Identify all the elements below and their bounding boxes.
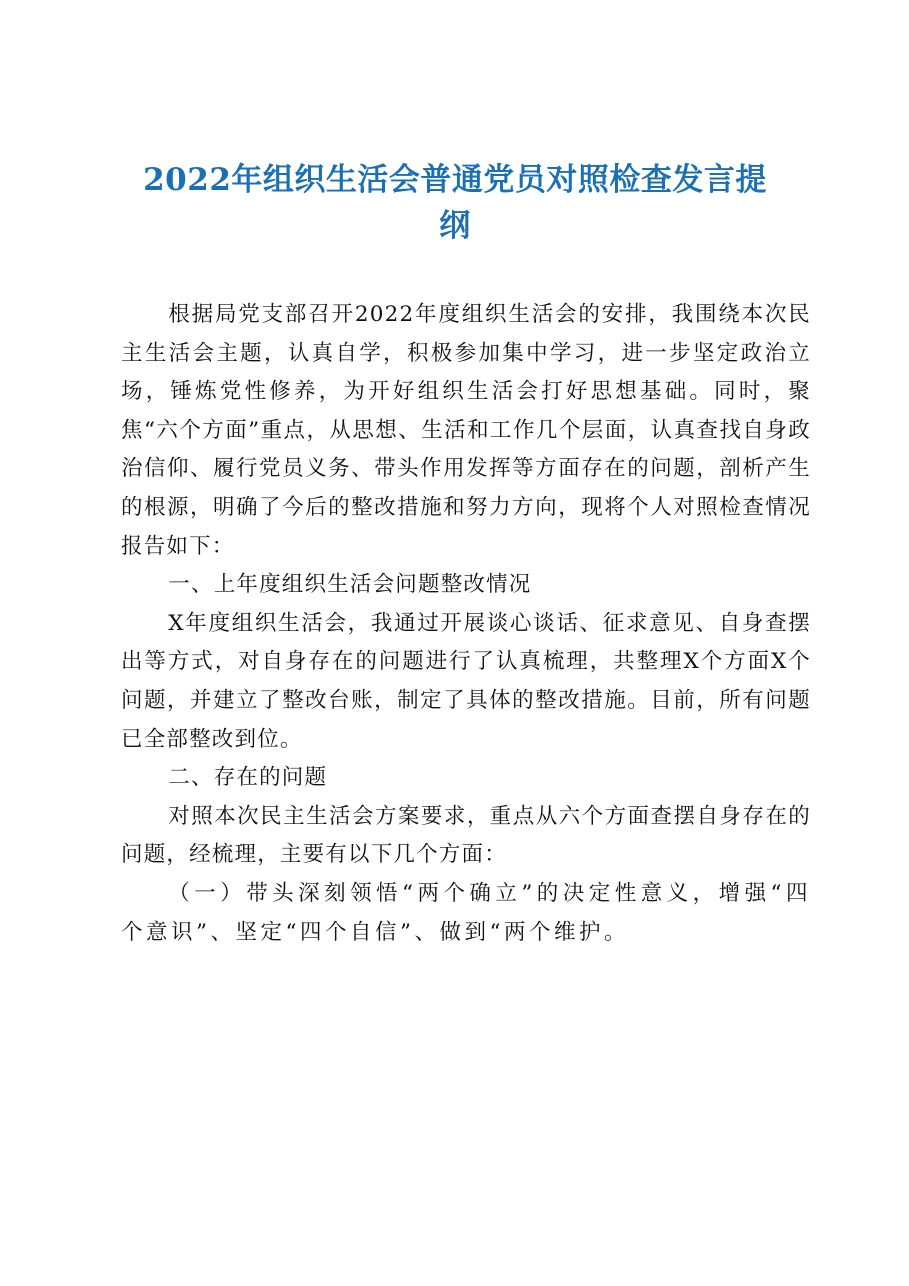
intro-paragraph: 根据局党支部召开2022年度组织生活会的安排，我围绕本次民主生活会主题，认真自学，积极参加集中学习，进一步坚定政治立场，锤炼党性修养，为开好组织生活会打好思想基础。同时，聚焦“六个方面”重点，从思想、生活和工作几个层面，认真查找自身政治信仰、履行党员义务、带头作用发挥等方面存在的问题，剖析产生的根源，明确了今后的整改措施和努力方向，现将个人对照检查情况报告如下： — [121, 302, 811, 559]
section-heading-1: 一、上年度组织生活会问题整改情况 — [168, 572, 532, 598]
problems-intro-paragraph: 对照本次民主生活会方案要求，重点从六个方面查摆自身存在的问题，经梳理，主要有以下几个方面： — [121, 803, 811, 868]
document-title: 2022年组织生活会普通党员对照检查发言提纲 — [143, 162, 767, 244]
subsection-heading-1: （一）带头深刻领悟“两个确立”的决定性意义，增强“四个意识”、坚定“四个自信”、做到“两个维护。 — [121, 880, 811, 945]
document-body — [121, 296, 811, 952]
rectification-paragraph: X年度组织生活会，我通过开展谈心谈话、征求意见、自身查摆出等方式，对自身存在的问题进行了认真梳理，共整理X个方面X个问题，并建立了整改台账，制定了具体的整改措施。目前，所有问题已全部整改到位。 — [121, 610, 811, 752]
section-heading-2: 二、存在的问题 — [168, 765, 328, 791]
